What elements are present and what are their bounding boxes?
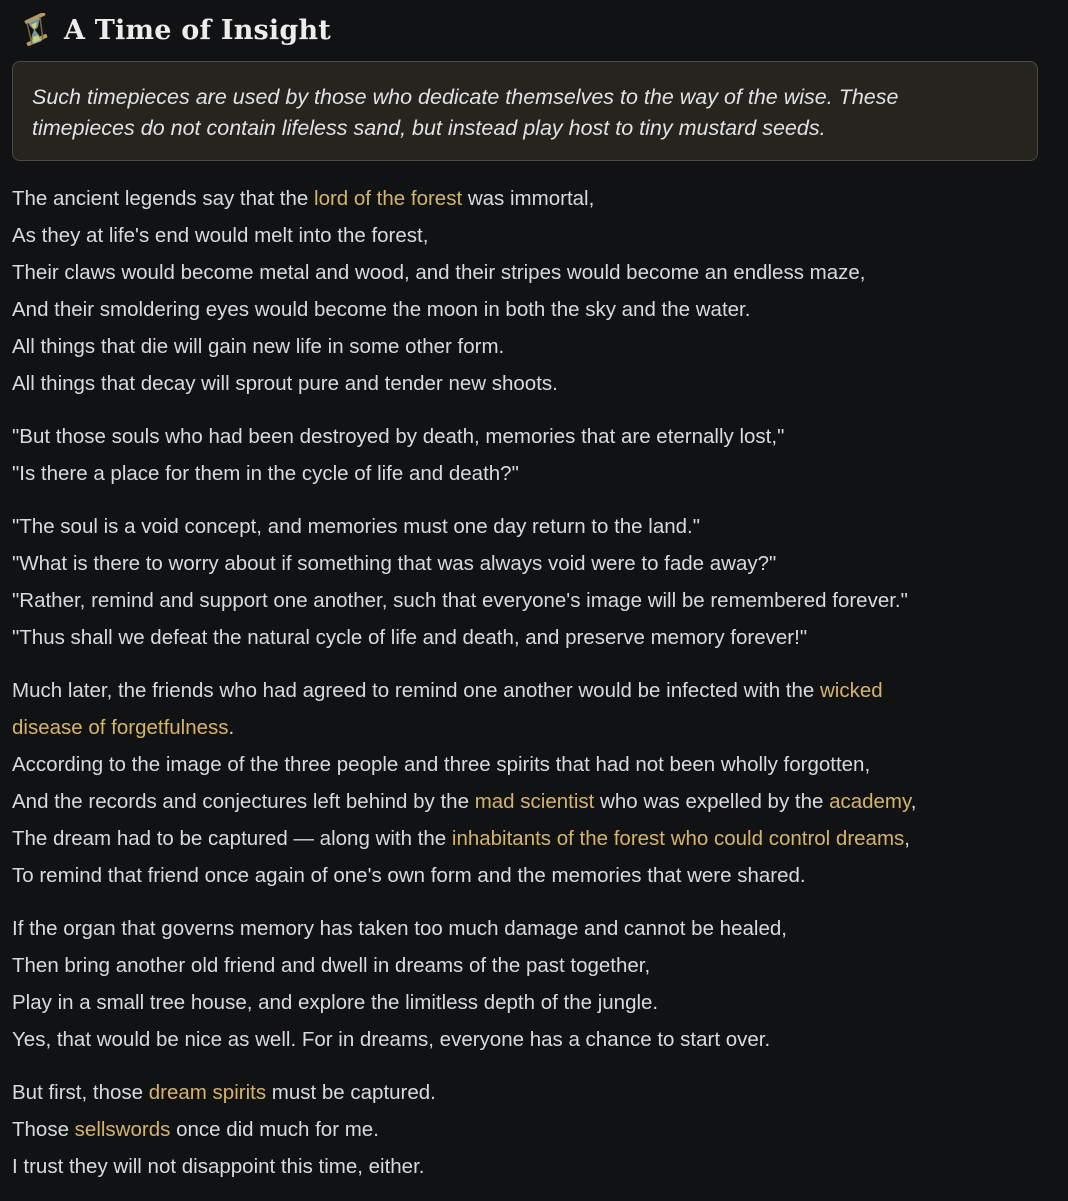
stanza: [12, 1074, 1052, 1185]
text-segment: .: [228, 716, 235, 739]
page-title: A Time of Insight: [64, 14, 331, 46]
text-segment: According to the image of the three people and three spirits that had not been wholly forgotten,: [12, 753, 871, 776]
text-segment: Yes, that would be nice as well. For in dreams, everyone has a chance to start over.: [12, 1028, 771, 1051]
text-segment: must be captured.: [266, 1081, 436, 1104]
stanza: [12, 180, 1052, 402]
text-segment: As they at life's end would melt into the forest,: [12, 224, 429, 247]
stanza: [12, 508, 1052, 656]
highlighted-term: sellswords: [74, 1118, 171, 1141]
highlighted-term: lord of the forest: [314, 187, 463, 210]
text-line: [12, 1148, 1052, 1185]
text-line: [12, 857, 1052, 894]
text-line: [12, 180, 1052, 217]
text-segment: And their smoldering eyes would become the moon in both the sky and the water.: [12, 298, 751, 321]
text-segment: Their claws would become metal and wood, and their stripes would become an endless maze,: [12, 261, 866, 284]
text-segment: All things that die will gain new life in some other form.: [12, 335, 505, 358]
hourglass-icon: [18, 13, 52, 47]
text-line: [12, 947, 1052, 984]
quote-line: Such timepieces are used by those who dedicate themselves to the way of the wise. These: [32, 85, 899, 109]
text-segment: Play in a small tree house, and explore the limitless depth of the jungle.: [12, 991, 659, 1014]
text-segment: "But those souls who had been destroyed by death, memories that are eternally lost,": [12, 425, 785, 448]
text-line: [12, 217, 1052, 254]
text-line: [12, 291, 1052, 328]
text-line: [12, 508, 1052, 545]
page-header: [18, 12, 331, 48]
highlighted-term: mad scientist: [474, 790, 595, 813]
text-segment: who was expelled by the: [594, 790, 830, 813]
text-line: [12, 783, 1052, 820]
story-text: [12, 180, 1052, 1201]
text-segment: If the organ that governs memory has taken too much damage and cannot be healed,: [12, 917, 787, 940]
text-line: [12, 709, 1052, 746]
text-segment: "Is there a place for them in the cycle of life and death?": [12, 462, 519, 485]
text-segment: "What is there to worry about if something that was always void were to fade away?": [12, 552, 777, 575]
text-line: [12, 455, 1052, 492]
text-line: [12, 1074, 1052, 1111]
quote-line: timepieces do not contain lifeless sand, but instead play host to tiny mustard seeds.: [32, 116, 826, 140]
highlighted-term: disease of forgetfulness: [12, 716, 229, 739]
text-segment: Much later, the friends who had agreed to remind one another would be infected with the: [12, 679, 820, 702]
text-segment: All things that decay will sprout pure and tender new shoots.: [12, 372, 558, 395]
stanza: [12, 672, 1052, 894]
text-line: [12, 672, 1052, 709]
stanza: [12, 418, 1052, 492]
text-segment: ,: [910, 790, 917, 813]
highlighted-term: wicked: [819, 679, 883, 702]
text-line: [12, 820, 1052, 857]
text-segment: The ancient legends say that the: [12, 187, 315, 210]
text-line: [12, 545, 1052, 582]
highlighted-term: dream spirits: [148, 1081, 267, 1104]
text-line: [12, 418, 1052, 455]
highlighted-term: academy: [829, 790, 911, 813]
text-segment: I trust they will not disappoint this time, either.: [12, 1155, 425, 1178]
text-segment: Then bring another old friend and dwell in dreams of the past together,: [12, 954, 651, 977]
text-segment: And the records and conjectures left behind by the: [12, 790, 475, 813]
text-segment: was immortal,: [462, 187, 595, 210]
text-line: [12, 910, 1052, 947]
text-line: [12, 984, 1052, 1021]
text-segment: To remind that friend once again of one's own form and the memories that were shared.: [12, 864, 806, 887]
text-segment: "Rather, remind and support one another, such that everyone's image will be remembered forever.": [12, 589, 908, 612]
text-segment: The dream had to be captured — along with the: [12, 827, 452, 850]
highlighted-term: inhabitants of the forest who could control dreams: [451, 827, 905, 850]
text-line: [12, 1021, 1052, 1058]
text-segment: once did much for me.: [170, 1118, 379, 1141]
text-segment: Those: [12, 1118, 75, 1141]
text-line: [12, 746, 1052, 783]
text-line: [12, 1111, 1052, 1148]
text-line: [12, 582, 1052, 619]
text-segment: ,: [904, 827, 910, 850]
text-segment: But first, those: [12, 1081, 149, 1104]
text-line: [12, 619, 1052, 656]
text-line: [12, 328, 1052, 365]
description-quote: [12, 61, 1038, 161]
text-segment: "The soul is a void concept, and memories must one day return to the land.": [12, 515, 701, 538]
stanza: [12, 910, 1052, 1058]
text-segment: "Thus shall we defeat the natural cycle of life and death, and preserve memory forever!": [12, 626, 808, 649]
text-line: [12, 365, 1052, 402]
text-line: [12, 254, 1052, 291]
